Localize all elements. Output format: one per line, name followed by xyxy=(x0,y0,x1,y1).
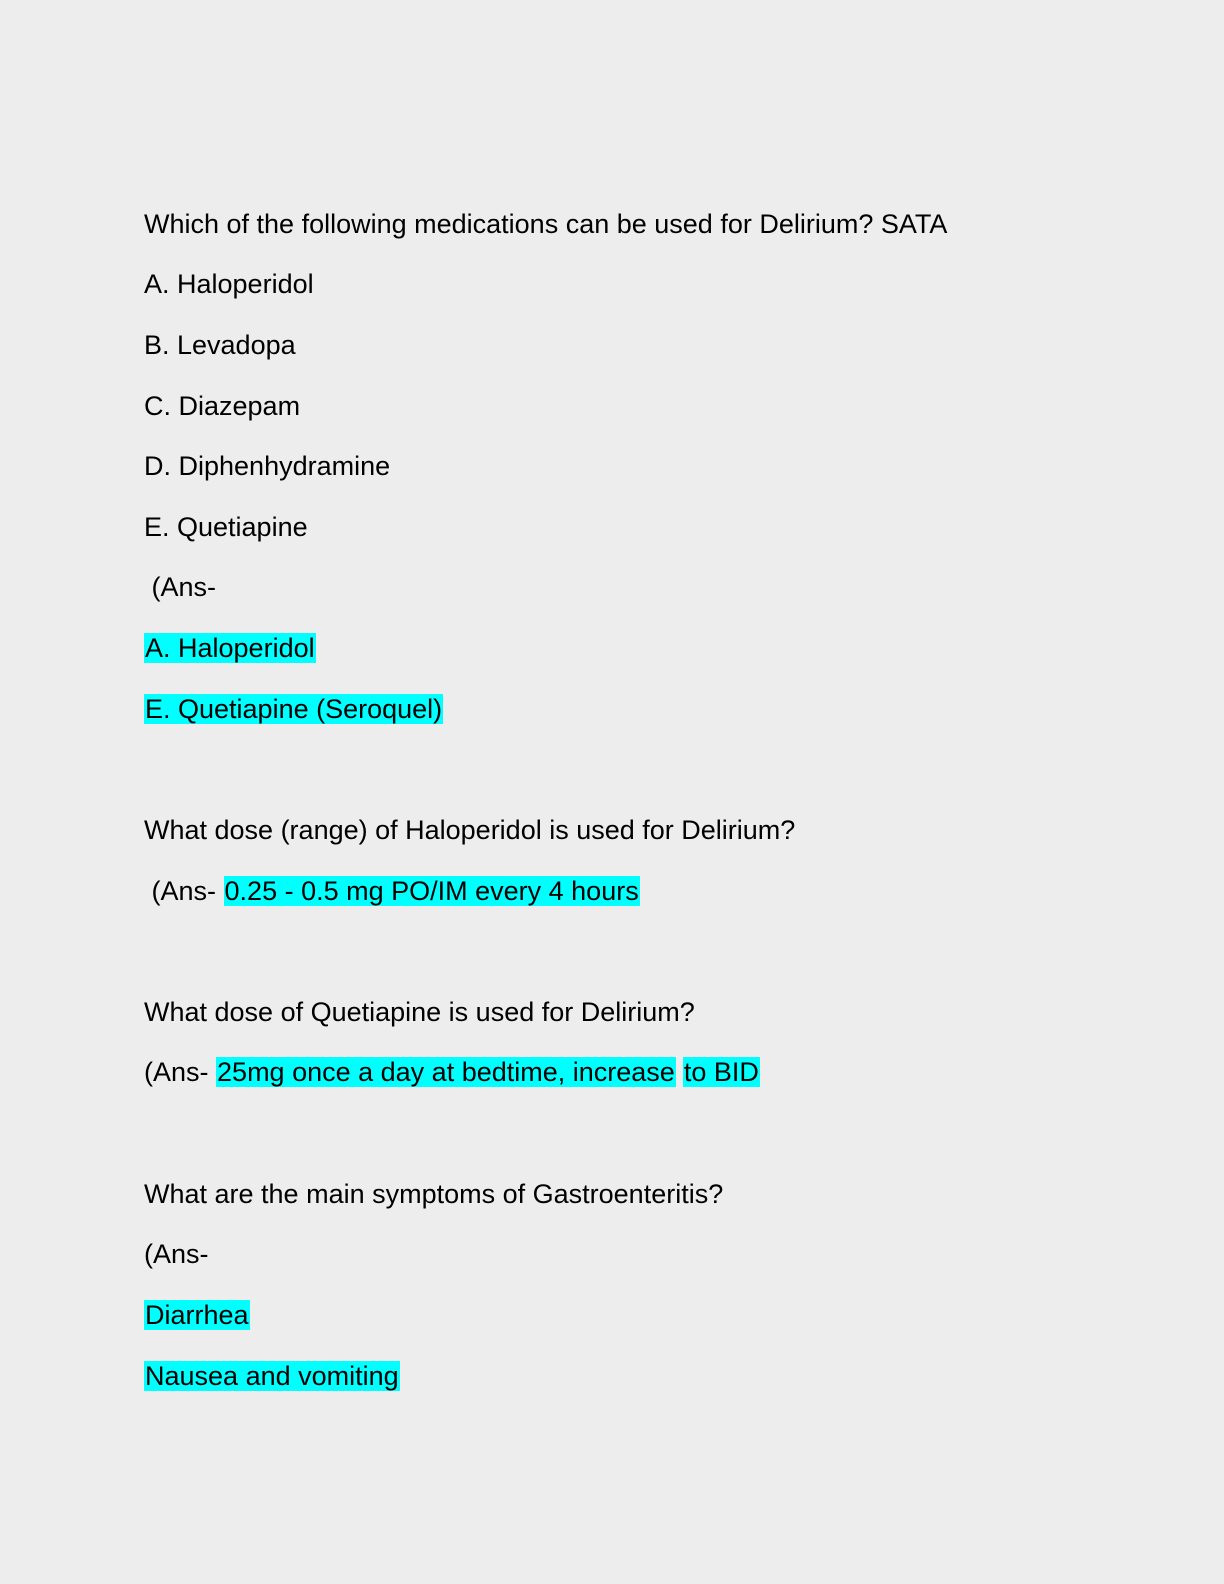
highlighted-answer: Nausea and vomiting xyxy=(145,1361,399,1391)
q1-option-b: B. Levadopa xyxy=(144,330,296,360)
q3-answer-prefix: (Ans- xyxy=(144,1057,209,1087)
q1-option-a: A. Haloperidol xyxy=(144,269,314,299)
highlighted-answer: 25mg once a day at bedtime, increase xyxy=(217,1057,675,1087)
q4-answer-2 xyxy=(144,1357,400,1395)
highlighted-answer: to BID xyxy=(683,1057,759,1087)
question-4: What are the main symptoms of Gastroenteritis? xyxy=(144,1179,724,1209)
q1-answer-2 xyxy=(144,690,443,728)
q3-answer-line xyxy=(144,1053,760,1091)
q4-answer-prefix: (Ans- xyxy=(144,1239,209,1269)
q1-answer-1 xyxy=(144,629,316,667)
question-2: What dose (range) of Haloperidol is used for Delirium? xyxy=(144,815,796,845)
question-3: What dose of Quetiapine is used for Delirium? xyxy=(144,997,695,1027)
q1-answer-prefix: (Ans- xyxy=(144,572,217,602)
q2-answer-prefix: (Ans- xyxy=(144,876,217,906)
q2-answer-line xyxy=(144,872,640,910)
q1-option-d: D. Diphenhydramine xyxy=(144,451,391,481)
q1-option-c: C. Diazepam xyxy=(144,391,301,421)
highlighted-answer: A. Haloperidol xyxy=(145,633,315,663)
highlighted-answer: E. Quetiapine (Seroquel) xyxy=(145,694,443,724)
highlighted-answer: 0.25 - 0.5 mg PO/IM every 4 hours xyxy=(224,876,639,906)
highlighted-answer: Diarrhea xyxy=(145,1300,249,1330)
q1-option-e: E. Quetiapine xyxy=(144,512,308,542)
question-1: Which of the following medications can be used for Delirium? SATA xyxy=(144,209,948,239)
q4-answer-1 xyxy=(144,1296,250,1334)
